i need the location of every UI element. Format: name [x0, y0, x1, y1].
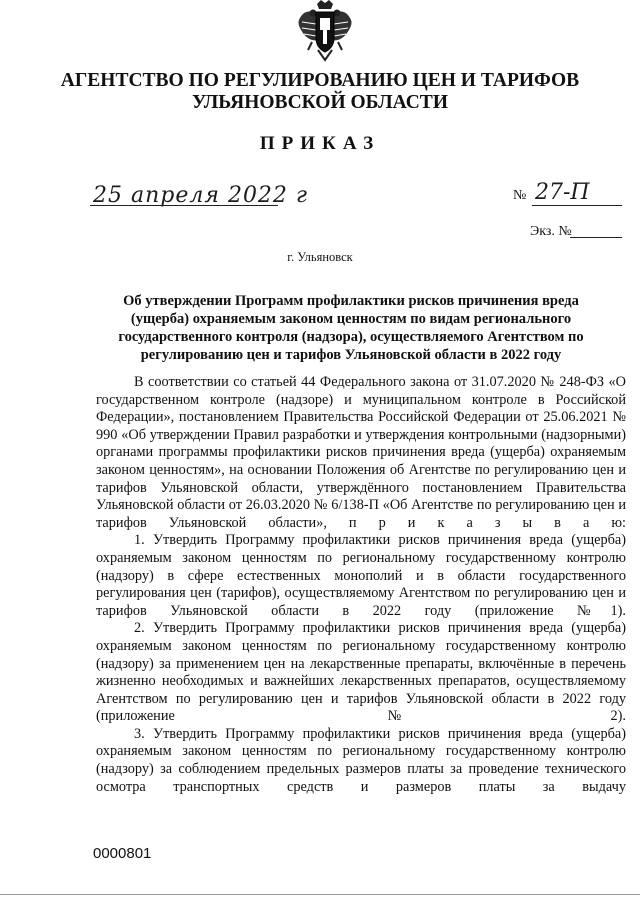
number-label: №: [513, 188, 527, 203]
date-underline: [90, 205, 278, 206]
agency-name-line2: УЛЬЯНОВСКОЙ ОБЛАСТИ: [192, 92, 448, 113]
item-2-paragraph: 2. Утвердить Программу профилактики рисков причинения вреда (ущерба) охраняемым законом ценностям по региональному государственному контролю (надзору) за применением цен на лекарственные препараты, включённые в перечень жизненно необходимых и важнейших лекарственных препаратов, осуществляемому Агентством по регулированию цен и тарифов Ульяновской области в 2022 году (приложение №2).: [96, 620, 626, 725]
number-underline: [532, 205, 622, 206]
city-name: г. Ульяновск: [287, 250, 353, 264]
document-date: 25 апреля 2022 г: [93, 183, 309, 208]
intro-paragraph: В соответствии со статьей 44 Федерального закона от 31.07.2020 № 248-ФЗ «О государственном контроле (надзоре) и муниципальном контроле в Российской Федерации», постановлением Правительства Российской Федерации от 25.06.2021 № 990 «Об утверждении Правил разработки и утверждения контрольными (надзорными) органами программы профилактики рисков причинения вреда (ущерба) охраняемым законом ценностям», на основании Положения об Агентстве по регулированию цен и тарифов Ульяновской области, утверждённого постановлением Правительства Ульяновской области от 26.03.2020 № 6/138-П «Об Агентстве по регулированию цен и тарифов Ульяновской области», п р и к а з ы в а ю:: [96, 374, 626, 531]
copy-number-label: Экз. №: [530, 224, 572, 239]
coat-of-arms-icon: [296, 0, 354, 62]
page-bottom-rule: [0, 894, 640, 895]
order-heading: Об утверждении Программ профилактики рисков причинения вреда (ущерба) охраняемым законом ценностям по видам регионального государственного контроля (надзора), осуществляемого Агентством по регулированию цен и тарифов Ульяновской области в 2022 году: [118, 293, 584, 363]
agency-name-line1: АГЕНТСТВО ПО РЕГУЛИРОВАНИЮ ЦЕН И ТАРИФОВ: [60, 70, 580, 91]
document-number: 27-П: [535, 180, 590, 205]
document-type-title: ПРИКАЗ: [259, 133, 381, 154]
copy-number-blank: [570, 237, 622, 238]
item-3-paragraph: 3. Утвердить Программу профилактики рисков причинения вреда (ущерба) охраняемым законом ценностям по региональному государственному контролю (надзору) за соблюдением предельных размеров платы за проведение технического осмотра транспортных средств и размеров платы за выдачу: [96, 725, 626, 795]
serial-number: 0000801: [93, 845, 152, 862]
order-body: [96, 374, 626, 796]
item-1-paragraph: 1. Утвердить Программу профилактики рисков причинения вреда (ущерба) охраняемым законом ценностям по региональному государственному контролю (надзору) в сфере естественных монополий и в области государственного регулирования цен (тарифов), осуществляемому Агентством по регулированию цен и тарифов Ульяновской области в 2022 году (приложение №1).: [96, 532, 626, 619]
